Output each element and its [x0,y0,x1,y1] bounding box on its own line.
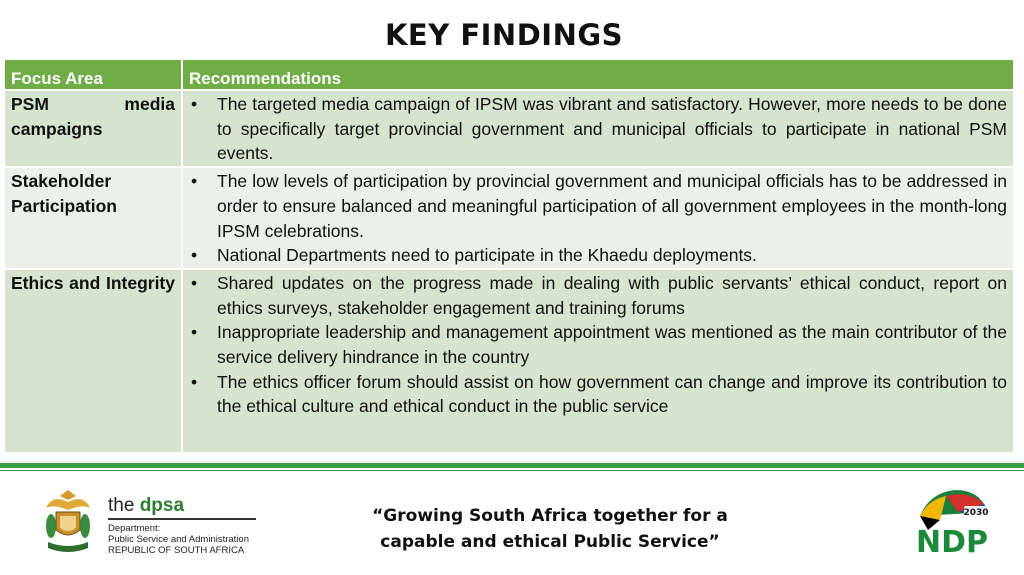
slogan-line-1: “Growing South Africa together for a [372,506,728,526]
list-item: • The ethics officer forum should assist on how government can change and improve its contribution to the ethical culture and ethical conduct in the public service [189,370,1007,419]
recommendation-list [189,92,1007,166]
dpsa-rule [108,518,256,520]
ndp-2030-logo-icon [910,486,994,558]
coat-of-arms-icon [38,486,98,556]
recommendation-list [189,271,1007,419]
ndp-letters: NDP [916,525,988,558]
footer-divider-thin [0,470,1024,471]
list-item: • The low levels of participation by provincial government and municipal officials has to be addressed in order to ensure balanced and meaningful participation of all government employees in the month-long IPSM celebrations. [189,169,1007,243]
focus-area-cell: Ethics and Integrity [5,269,182,452]
dpsa-department-name: Public Service and Administration [108,533,249,545]
page-title: KEY FINDINGS [384,18,624,52]
key-findings-table [5,60,1013,452]
footer-divider [0,463,1024,468]
slogan-line-2: capable and ethical Public Service” [380,532,720,552]
recommendations-cell [182,167,1013,269]
ndp-year: 2030 [963,508,989,518]
list-item: • National Departments need to participate in the Khaedu deployments. [189,243,1007,268]
header-focus-area: Focus Area [5,60,182,90]
header-recommendations: Recommendations [182,60,1013,90]
recommendations-cell [182,90,1013,167]
list-item: • Inappropriate leadership and management appointment was mentioned as the main contributor of the service delivery hindrance in the country [189,320,1007,369]
list-item: • Shared updates on the progress made in dealing with public servants’ ethical conduct, report on ethics surveys, stakeholder engagement and training forums [189,271,1007,320]
footer-slogan [360,503,740,555]
table-row [5,167,1013,269]
list-item: • The targeted media campaign of IPSM was vibrant and satisfactory. However, more needs to be done to specifically target provincial government and municipal officials to participate in national PSM events. [189,92,1007,166]
focus-area-cell: Stakeholder Participation [5,167,182,269]
recommendation-list [189,169,1007,268]
dpsa-wordmark: the dpsa [108,495,185,516]
table-header-row [5,60,1013,90]
focus-area-cell: PSM media campaigns [5,90,182,167]
dpsa-logo [108,496,258,556]
table-row [5,269,1013,452]
recommendations-cell [182,269,1013,452]
dpsa-country: REPUBLIC OF SOUTH AFRICA [108,544,245,556]
table-row [5,90,1013,167]
dpsa-department-label: Department: [108,522,161,534]
